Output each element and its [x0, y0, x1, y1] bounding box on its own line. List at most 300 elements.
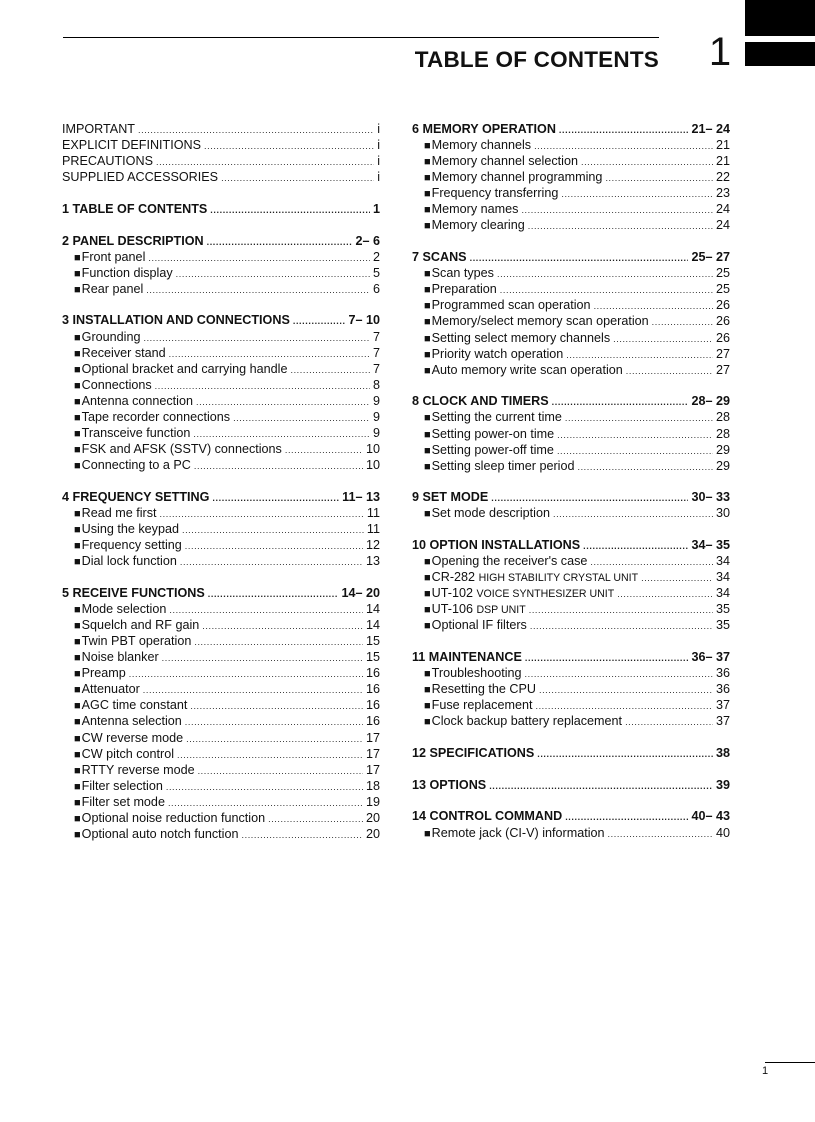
toc-entry-title: Memory channels — [431, 138, 532, 153]
toc-entry-title: 13 OPTIONS — [412, 777, 487, 792]
unit-code: UT-106 — [431, 602, 477, 617]
bullet-square-icon: ■ — [74, 636, 81, 649]
dot-leader — [143, 330, 370, 346]
toc-entry-title: Preamp — [81, 666, 126, 681]
toc-entry-title: Auto memory write scan operation — [431, 362, 623, 377]
bullet-square-icon: ■ — [74, 428, 81, 441]
bullet-square-icon: ■ — [74, 444, 81, 457]
dot-leader — [221, 170, 374, 186]
bullet-square-icon: ■ — [74, 780, 81, 793]
toc-section — [62, 233, 380, 297]
bullet-square-icon: ■ — [74, 540, 81, 553]
bullet-square-icon: ■ — [424, 172, 431, 185]
toc-entry-title: Antenna connection — [81, 393, 193, 408]
section-gap — [62, 473, 380, 489]
toc-entry[interactable] — [412, 346, 730, 362]
toc-section-heading[interactable] — [62, 312, 380, 328]
toc-section-heading[interactable] — [412, 393, 730, 409]
toc-entry-title: 1 TABLE OF CONTENTS — [62, 201, 208, 216]
toc-entry[interactable] — [62, 345, 380, 361]
section-gap — [412, 474, 730, 490]
dot-leader — [193, 426, 370, 442]
toc-page-number: 21– 24 — [691, 122, 730, 136]
toc-entry-title: Optional auto notch function — [81, 827, 239, 842]
dot-leader — [169, 346, 370, 362]
toc-entry-title: Setting sleep timer period — [431, 458, 575, 473]
toc-page-number: 24 — [715, 218, 730, 233]
toc-entry[interactable] — [412, 426, 730, 442]
bullet-square-icon: ■ — [74, 700, 81, 713]
toc-entry[interactable] — [62, 377, 380, 393]
toc-entry[interactable] — [412, 265, 730, 281]
toc-page-number: 10 — [365, 442, 380, 457]
toc-page-number: 5 — [372, 265, 380, 280]
toc-page-number: 17 — [365, 746, 380, 761]
bullet-square-icon: ■ — [424, 572, 431, 585]
toc-page-number: 16 — [365, 666, 380, 681]
toc-entry-title: SUPPLIED ACCESSORIES — [62, 170, 219, 185]
toc-page-number: 7– 10 — [348, 313, 380, 328]
bullet-square-icon: ■ — [424, 140, 431, 153]
toc-entry-title: Setting the current time — [431, 410, 562, 425]
toc-page-number: 19 — [365, 794, 380, 809]
toc-entry[interactable] — [412, 569, 730, 585]
toc-page-number: 26 — [715, 314, 730, 329]
toc-entry-title: 14 CONTROL COMMAND — [412, 809, 563, 824]
toc-entry-title: Memory clearing — [431, 218, 525, 233]
bullet-square-icon: ■ — [424, 284, 431, 297]
toc-entry-title: AGC time constant — [81, 698, 188, 713]
toc-entry-title: Dial lock function — [81, 554, 177, 569]
toc-entry-title: Mode selection — [81, 601, 167, 616]
dot-leader — [557, 443, 713, 459]
toc-entry[interactable] — [412, 553, 730, 569]
toc-entry-title: Attenuator — [81, 682, 140, 697]
toc-page-number: 24 — [715, 202, 730, 217]
toc-right-column — [412, 121, 730, 841]
toc-page-number: 34 — [715, 570, 730, 585]
toc-entry-title: Noise blanker — [81, 650, 159, 665]
dot-leader — [581, 154, 713, 170]
toc-entry[interactable] — [412, 137, 730, 153]
bullet-square-icon: ■ — [424, 428, 431, 441]
toc-entry[interactable] — [62, 521, 380, 537]
dot-leader — [553, 506, 713, 522]
dot-leader — [528, 218, 713, 234]
bullet-square-icon: ■ — [74, 748, 81, 761]
toc-entry-title: 9 SET MODE — [412, 490, 489, 505]
toc-page-number: 14– 20 — [341, 585, 380, 600]
bullet-square-icon: ■ — [74, 267, 81, 280]
section-gap — [62, 217, 380, 233]
toc-page-number: 2 — [372, 249, 380, 264]
dot-leader — [652, 314, 713, 330]
toc-entry[interactable] — [412, 458, 730, 474]
toc-entry[interactable] — [62, 537, 380, 553]
toc-entry-title: Setting power-on time — [431, 426, 555, 441]
dot-leader — [529, 602, 713, 618]
toc-section — [412, 121, 730, 234]
unit-code: UT-102 — [431, 586, 477, 601]
toc-page-number: 36 — [715, 666, 730, 681]
toc-section-heading[interactable] — [62, 201, 380, 217]
toc-page-number: 35 — [715, 618, 730, 633]
toc-entry[interactable] — [62, 121, 380, 137]
dot-leader — [129, 666, 363, 682]
toc-entry[interactable] — [412, 185, 730, 201]
toc-entry-title: Troubleshooting — [431, 666, 522, 681]
toc-entry[interactable] — [412, 281, 730, 297]
bullet-square-icon: ■ — [74, 331, 81, 344]
toc-page-number: 11 — [366, 522, 380, 537]
toc-entry-title: Tape recorder connections — [81, 409, 231, 424]
toc-entry-title: Receiver stand — [81, 345, 166, 360]
toc-entry[interactable] — [412, 201, 730, 217]
toc-entry[interactable] — [412, 697, 730, 713]
toc-entry-title: PRECAUTIONS — [62, 154, 153, 169]
toc-entry[interactable] — [62, 649, 380, 665]
bullet-square-icon: ■ — [424, 188, 431, 201]
toc-section-heading[interactable] — [412, 537, 730, 553]
dot-leader — [196, 394, 370, 410]
toc-page-number: 37 — [715, 714, 730, 729]
dot-leader — [202, 618, 363, 634]
section-gap — [412, 730, 730, 746]
toc-entry[interactable] — [412, 362, 730, 378]
bullet-square-icon: ■ — [74, 684, 81, 697]
toc-entry[interactable] — [412, 442, 730, 458]
dot-leader — [552, 394, 689, 410]
dot-leader — [293, 313, 346, 329]
toc-entry[interactable] — [412, 505, 730, 521]
dot-leader — [210, 202, 370, 218]
toc-entry[interactable] — [62, 281, 380, 297]
toc-page-number: 34 — [715, 554, 730, 569]
toc-entry-title: Memory/select memory scan operation — [431, 314, 649, 329]
toc-page-number: 16 — [365, 682, 380, 697]
toc-entry-title: 3 INSTALLATION AND CONNECTIONS — [62, 313, 290, 328]
dot-leader — [537, 746, 713, 762]
toc-entry-title: Filter set mode — [81, 794, 165, 809]
footer-rule — [765, 1062, 815, 1063]
bullet-square-icon: ■ — [424, 588, 431, 601]
toc-entry[interactable] — [412, 601, 730, 617]
toc-section — [412, 745, 730, 761]
toc-page-number: i — [377, 138, 380, 153]
bullet-square-icon: ■ — [74, 251, 81, 264]
dot-leader — [559, 122, 689, 138]
bullet-square-icon: ■ — [424, 220, 431, 233]
toc-entry-title: 12 SPECIFICATIONS — [412, 746, 535, 761]
toc-entry[interactable] — [62, 505, 380, 521]
toc-entry[interactable] — [62, 778, 380, 794]
toc-entry-title: Optional IF filters — [431, 618, 527, 633]
toc-page-number: 9 — [372, 409, 380, 424]
dot-leader — [138, 122, 374, 138]
toc-entry-title: EXPLICIT DEFINITIONS — [62, 138, 202, 153]
dot-leader — [186, 731, 363, 747]
toc-entry[interactable] — [412, 585, 730, 601]
dot-leader — [162, 650, 363, 666]
bullet-square-icon: ■ — [74, 716, 81, 729]
dot-leader — [626, 363, 713, 379]
toc-entry[interactable] — [62, 425, 380, 441]
toc-section-heading[interactable] — [62, 489, 380, 505]
toc-entry-title: 11 MAINTENANCE — [412, 650, 522, 665]
dot-leader — [207, 234, 353, 250]
toc-section-heading[interactable] — [412, 121, 730, 137]
dot-leader — [268, 811, 363, 827]
toc-entry[interactable] — [62, 810, 380, 826]
toc-entry[interactable] — [62, 137, 380, 153]
toc-section — [62, 489, 380, 569]
dot-leader — [166, 779, 363, 795]
bullet-square-icon: ■ — [74, 347, 81, 360]
dot-leader — [148, 250, 370, 266]
dot-leader — [470, 250, 689, 266]
toc-page-number: i — [377, 154, 380, 169]
dot-leader — [590, 554, 713, 570]
toc-section — [62, 585, 380, 842]
toc-entry[interactable] — [412, 217, 730, 233]
toc-entry-title: FSK and AFSK (SSTV) connections — [81, 442, 282, 457]
toc-section-heading[interactable] — [412, 745, 730, 761]
toc-section-heading[interactable] — [412, 777, 730, 793]
toc-page-number: 16 — [365, 698, 380, 713]
toc-entry-title — [432, 569, 638, 586]
dot-leader — [530, 618, 713, 634]
dot-leader — [491, 490, 688, 506]
toc-entry[interactable] — [62, 169, 380, 185]
toc-entry-title: Preparation — [431, 282, 497, 297]
toc-entry-title: Antenna selection — [81, 714, 182, 729]
dot-leader — [190, 698, 363, 714]
toc-entry[interactable] — [62, 329, 380, 345]
toc-entry[interactable] — [62, 153, 380, 169]
bullet-square-icon: ■ — [424, 668, 431, 681]
toc-page-number: 11 — [366, 505, 380, 520]
toc-entry-title: 6 MEMORY OPERATION — [412, 122, 556, 136]
toc-entry[interactable] — [412, 297, 730, 313]
toc-entry-title: Optional bracket and carrying handle — [81, 361, 288, 376]
bullet-square-icon: ■ — [424, 620, 431, 633]
section-gap — [62, 297, 380, 313]
bullet-square-icon: ■ — [424, 412, 431, 425]
toc-page-number: 21 — [715, 138, 730, 153]
toc-page-number: 16 — [365, 714, 380, 729]
toc-entry[interactable] — [62, 681, 380, 697]
toc-page-number: 30– 33 — [691, 490, 730, 505]
toc-page-number: 8 — [372, 377, 380, 392]
toc-entry[interactable] — [412, 681, 730, 697]
toc-section — [412, 249, 730, 378]
dot-leader — [182, 522, 364, 538]
unit-name: HIGH STABILITY CRYSTAL UNIT — [478, 572, 639, 585]
toc-entry-title: 10 OPTION INSTALLATIONS — [412, 538, 581, 553]
bullet-square-icon: ■ — [74, 829, 81, 842]
bullet-square-icon: ■ — [424, 556, 431, 569]
toc-entry[interactable] — [412, 825, 730, 841]
section-gap — [62, 185, 380, 201]
dot-leader — [625, 714, 713, 730]
toc-entry[interactable] — [62, 713, 380, 729]
toc-entry-title: Optional noise reduction function — [81, 810, 266, 825]
toc-entry[interactable] — [62, 826, 380, 842]
toc-entry-title: Fuse replacement — [431, 698, 533, 713]
toc-entry[interactable] — [62, 393, 380, 409]
toc-entry-title: CW reverse mode — [81, 730, 184, 745]
toc-entry-title: Setting power-off time — [431, 442, 554, 457]
section-gap — [412, 793, 730, 809]
toc-page-number: 28– 29 — [691, 394, 730, 409]
dot-leader — [176, 266, 370, 282]
section-gap — [412, 522, 730, 538]
dot-leader — [535, 698, 713, 714]
toc-entry[interactable] — [62, 794, 380, 810]
toc-entry[interactable] — [62, 730, 380, 746]
toc-page-number: 11– 13 — [342, 489, 380, 504]
dot-leader — [539, 682, 713, 698]
toc-entry-title: Priority watch operation — [431, 346, 564, 361]
toc-entry-title: RTTY reverse mode — [81, 762, 195, 777]
dot-leader — [613, 331, 713, 347]
toc-entry-title: Connections — [81, 377, 152, 392]
toc-page-number: 40– 43 — [691, 809, 730, 824]
bullet-square-icon: ■ — [424, 508, 431, 521]
dot-leader — [617, 586, 713, 602]
toc-entry-title: Memory channel programming — [431, 170, 603, 185]
toc-entry[interactable] — [412, 409, 730, 425]
toc-entry[interactable] — [62, 633, 380, 649]
toc-section-heading[interactable] — [412, 249, 730, 265]
dot-leader — [608, 826, 713, 842]
bullet-square-icon: ■ — [424, 827, 431, 840]
toc-page-number: 20 — [365, 810, 380, 825]
toc-entry[interactable] — [412, 665, 730, 681]
bullet-square-icon: ■ — [424, 716, 431, 729]
toc-section-heading[interactable] — [412, 649, 730, 665]
bullet-square-icon: ■ — [74, 620, 81, 632]
toc-section — [412, 489, 730, 521]
dot-leader — [565, 410, 713, 426]
toc-page-number: 12 — [365, 538, 380, 553]
toc-page-number: 34– 35 — [691, 538, 730, 553]
toc-entry[interactable] — [62, 249, 380, 265]
toc-page-number: 7 — [372, 329, 380, 344]
dot-leader — [156, 154, 374, 170]
toc-entry-title: 8 CLOCK AND TIMERS — [412, 394, 549, 409]
bullet-square-icon: ■ — [74, 460, 81, 473]
toc-section-heading[interactable] — [412, 489, 730, 505]
dot-leader — [198, 763, 363, 779]
toc-entry-title: Scan types — [431, 266, 494, 281]
toc-entry[interactable] — [62, 441, 380, 457]
dot-leader — [204, 138, 374, 154]
bullet-square-icon: ■ — [424, 156, 431, 169]
toc-page-number: 40 — [715, 825, 730, 840]
bullet-square-icon: ■ — [424, 700, 431, 713]
toc-section-heading[interactable] — [62, 233, 380, 249]
dot-leader — [194, 458, 363, 474]
toc-entry-title: Squelch and RF gain — [81, 618, 200, 632]
toc-entry[interactable] — [62, 553, 380, 569]
bullet-square-icon: ■ — [424, 348, 431, 361]
footer-page-number: 1 — [762, 1065, 769, 1077]
unit-name: DSP UNIT — [476, 604, 526, 617]
toc-section — [412, 808, 730, 840]
toc-entry-title: 7 SCANS — [412, 250, 467, 265]
toc-section — [412, 777, 730, 793]
toc-entry-title: Frequency setting — [81, 538, 182, 553]
toc-page-number: 15 — [365, 634, 380, 649]
toc-entry-title: Rear panel — [81, 281, 144, 296]
bullet-square-icon: ■ — [74, 652, 81, 665]
toc-entry-title: Set mode description — [431, 506, 550, 521]
toc-entry[interactable] — [412, 617, 730, 633]
dot-leader — [233, 410, 370, 426]
bullet-square-icon: ■ — [424, 444, 431, 457]
toc-page-number: 23 — [715, 186, 730, 201]
toc-section — [62, 201, 380, 217]
toc-page-number: 34 — [715, 586, 730, 601]
dot-leader — [155, 378, 370, 394]
dot-leader — [143, 682, 363, 698]
toc-entry[interactable] — [62, 617, 380, 633]
toc-page-number: 9 — [372, 426, 380, 441]
dot-leader — [194, 634, 363, 650]
toc-entry[interactable] — [412, 330, 730, 346]
toc-entry-title: Memory names — [431, 202, 519, 217]
toc-entry[interactable] — [412, 713, 730, 729]
toc-page-number: 37 — [715, 698, 730, 713]
toc-entry-title: Remote jack (CI-V) information — [431, 825, 605, 840]
toc-section-heading[interactable] — [62, 585, 380, 601]
bullet-square-icon: ■ — [74, 507, 81, 520]
unit-name: VOICE SYNTHESIZER UNIT — [476, 588, 615, 601]
dot-leader — [565, 809, 688, 825]
toc-entry[interactable] — [62, 762, 380, 778]
dot-leader — [242, 827, 363, 843]
chapter-number: 1 — [708, 30, 732, 74]
toc-page-number: 22 — [715, 170, 730, 185]
toc-entry[interactable] — [62, 361, 380, 377]
toc-entry[interactable] — [62, 409, 380, 425]
toc-entry[interactable] — [412, 169, 730, 185]
toc-section — [412, 393, 730, 473]
toc-entry[interactable] — [62, 665, 380, 681]
toc-page-number: i — [377, 170, 380, 185]
toc-entry[interactable] — [62, 697, 380, 713]
toc-section-heading[interactable] — [412, 808, 730, 824]
toc-page-number: 36 — [715, 682, 730, 697]
toc-entry[interactable] — [412, 153, 730, 169]
toc-entry[interactable] — [62, 265, 380, 281]
toc-entry[interactable] — [62, 601, 380, 617]
toc-entry[interactable] — [62, 746, 380, 762]
bullet-square-icon: ■ — [424, 316, 431, 329]
section-gap — [412, 234, 730, 250]
toc-page-number: 27 — [715, 346, 730, 361]
toc-entry[interactable] — [412, 313, 730, 329]
bullet-square-icon: ■ — [74, 732, 81, 745]
toc-entry-title: Programmed scan operation — [431, 298, 591, 313]
dot-leader — [525, 650, 689, 666]
bullet-square-icon: ■ — [74, 363, 81, 376]
toc-page-number: 21 — [715, 154, 730, 169]
bullet-square-icon: ■ — [74, 796, 81, 809]
toc-page-number: 9 — [372, 393, 380, 408]
toc-entry[interactable] — [62, 457, 380, 473]
